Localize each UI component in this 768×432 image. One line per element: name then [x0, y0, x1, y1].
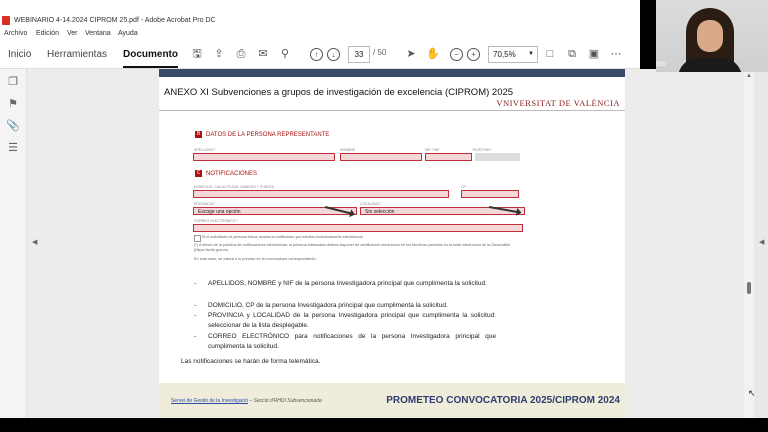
zoom-value: 70,5% — [493, 50, 516, 59]
bookmark-icon[interactable]: ⚑ — [8, 98, 18, 110]
mail-icon[interactable]: ✉ — [258, 48, 268, 60]
label-apellidos: APELLIDOS * — [194, 148, 216, 152]
scroll-up-icon[interactable]: ▲ — [746, 73, 752, 79]
nombre-field[interactable] — [340, 153, 422, 161]
label-cp: CP — [461, 185, 466, 189]
annex-title: ANEXO XI Subvenciones a grupos de investigación de excelencia (CIPROM) 2025 — [164, 87, 514, 98]
chevron-down-icon: ▼ — [528, 51, 534, 57]
page-total: / 50 — [373, 48, 387, 57]
provincia-value: Escoge una opción — [198, 209, 241, 215]
toolbar — [0, 41, 640, 69]
page-down-icon[interactable]: ↓ — [327, 48, 340, 61]
more-icon[interactable]: ⋯ — [610, 48, 622, 60]
label-localidad: LOCALIDAD * — [360, 202, 383, 206]
domicilio-field[interactable] — [193, 190, 449, 198]
label-provincia: PROVINCIA * — [194, 202, 216, 206]
pdf-icon — [2, 16, 10, 25]
viewer-right-area — [640, 69, 744, 418]
collapse-left-icon[interactable]: ◀ — [32, 239, 38, 246]
attachment-icon[interactable]: 📎 — [6, 120, 20, 132]
menu-ventana[interactable]: Ventana — [85, 30, 111, 37]
rotate-icon[interactable]: ⧉ — [568, 48, 576, 60]
page-up-icon[interactable]: ↑ — [310, 48, 323, 61]
nif-field[interactable] — [425, 153, 472, 161]
fine-print-3: En todo caso, se estará a lo previsto en la convocatoria correspondiente. — [194, 257, 317, 261]
tab-documento[interactable]: Documento — [123, 49, 178, 60]
upload-icon[interactable]: ⇪ — [214, 48, 224, 60]
correo-field[interactable] — [193, 224, 523, 232]
window-title: WEBINARIO 4-14.2024 CIPROM 25.pdf - Adobe Acrobat Pro DC — [14, 17, 216, 24]
fit-icon[interactable]: □ — [546, 48, 554, 60]
apellidos-field[interactable] — [193, 153, 335, 161]
left-navigation-rail — [0, 69, 27, 418]
scroll-thumb[interactable] — [747, 282, 751, 294]
layers-icon[interactable]: ☰ — [8, 142, 18, 154]
zoom-out-icon[interactable]: − — [450, 48, 463, 61]
bullet-item: - DOMICILIO, CP de la persona Investigadora principal que cumplimenta la solicitud. — [194, 302, 448, 309]
pdf-page — [159, 69, 625, 418]
print-icon[interactable]: ⎙ — [236, 48, 246, 60]
mouse-cursor-icon: ↖ — [748, 388, 756, 398]
cp-field[interactable] — [461, 190, 519, 198]
notifications-note: Las notificaciones se harán de forma telemática. — [181, 358, 321, 365]
label-telefono: TELÉFONO — [472, 148, 491, 152]
section-b-letter: B — [196, 131, 201, 137]
zoom-select[interactable] — [488, 46, 538, 63]
reflow-icon[interactable]: ▣ — [588, 48, 600, 60]
bullet-item: - PROVINCIA y LOCALIDAD de la persona Investigadora principal que cumplimenta la solicitud: seleccionar de la lista desplegable. — [194, 312, 496, 329]
bullet-item: - APELLIDOS, NOMBRE y NIF de la persona Investigadora principal que cumplimenta la solicitud. — [194, 280, 487, 287]
section-c-letter: C — [196, 170, 201, 176]
footer-left — [171, 398, 322, 404]
university-logo: VNIVERSITAT DE VALÈNCIA — [496, 98, 620, 108]
presenter-face — [697, 20, 723, 52]
footer-link[interactable]: Servei de Gestió de la Investigació — [171, 398, 248, 404]
save-icon[interactable]: 🖫 — [192, 48, 202, 60]
label-domicilio: DOMICILIO: CALLE/ PLAZA, NÚMERO Y PUERTA — [194, 185, 274, 189]
title-bar — [0, 14, 640, 28]
pages-icon[interactable]: ❐ — [8, 76, 18, 88]
tab-herramientas[interactable]: Herramientas — [47, 49, 108, 60]
localidad-value: Sin selección — [365, 209, 395, 215]
presenter-body — [678, 58, 742, 72]
menu-bar — [0, 28, 640, 40]
select-icon[interactable]: ➤ — [406, 48, 416, 60]
webcam-name-tag: SGI — [656, 62, 667, 68]
bullet-item: - CORREO ELECTRÓNICO para notificaciones de la persona Investigadora principal que cumplimenta la solicitud. — [194, 333, 496, 350]
tab-inicio[interactable]: Inicio — [8, 49, 32, 60]
section-b-title: DATOS DE LA PERSONA REPRESENTANTE — [206, 132, 330, 139]
section-b-heading — [195, 131, 329, 138]
menu-ver[interactable]: Ver — [67, 30, 78, 37]
fine-print-1: Si el solicitante es persona física, acepta la notificación por medios exclusivamente electrónicos — [202, 235, 364, 239]
vertical-scrollbar[interactable] — [744, 69, 754, 418]
header-divider — [159, 110, 625, 111]
hand-icon[interactable]: ✋ — [426, 48, 440, 60]
label-nombre: NOMBRE — [340, 148, 356, 152]
label-correo: CORREO ELECTRÓNICO * — [194, 219, 238, 223]
menu-archivo[interactable]: Archivo — [4, 30, 28, 37]
menu-edicion[interactable]: Edición — [36, 30, 59, 37]
label-nif: NIF / NIE — [425, 148, 440, 152]
telefono-field[interactable] — [475, 153, 520, 161]
page-top-band — [159, 69, 625, 77]
webcam-overlay — [656, 0, 768, 72]
footer-sub: – Secció d'RHDI Subvencionada — [248, 398, 322, 404]
footer-title: PROMETEO CONVOCATORIA 2025/CIPROM 2024 — [386, 395, 620, 406]
fine-print-2: (*) A efecto de la práctica de notificaciones electrónicas, la persona interesada deberá disponer de certificación electrónica en los términos previstos en la sede electrónica de la Generalitat (https://sede.gva.es) — [194, 243, 510, 252]
menu-ayuda[interactable]: Ayuda — [118, 30, 138, 37]
page-footer — [159, 383, 625, 418]
expand-right-icon[interactable]: ◀ — [759, 239, 765, 246]
electronic-notification-checkbox[interactable] — [194, 235, 201, 242]
zoom-in-icon[interactable]: + — [467, 48, 480, 61]
page-number-input[interactable]: 33 — [348, 46, 370, 63]
zoom-search-icon[interactable]: ⚲ — [280, 48, 290, 60]
section-c-heading — [195, 170, 257, 177]
section-c-title: NOTIFICACIONES — [206, 171, 258, 178]
